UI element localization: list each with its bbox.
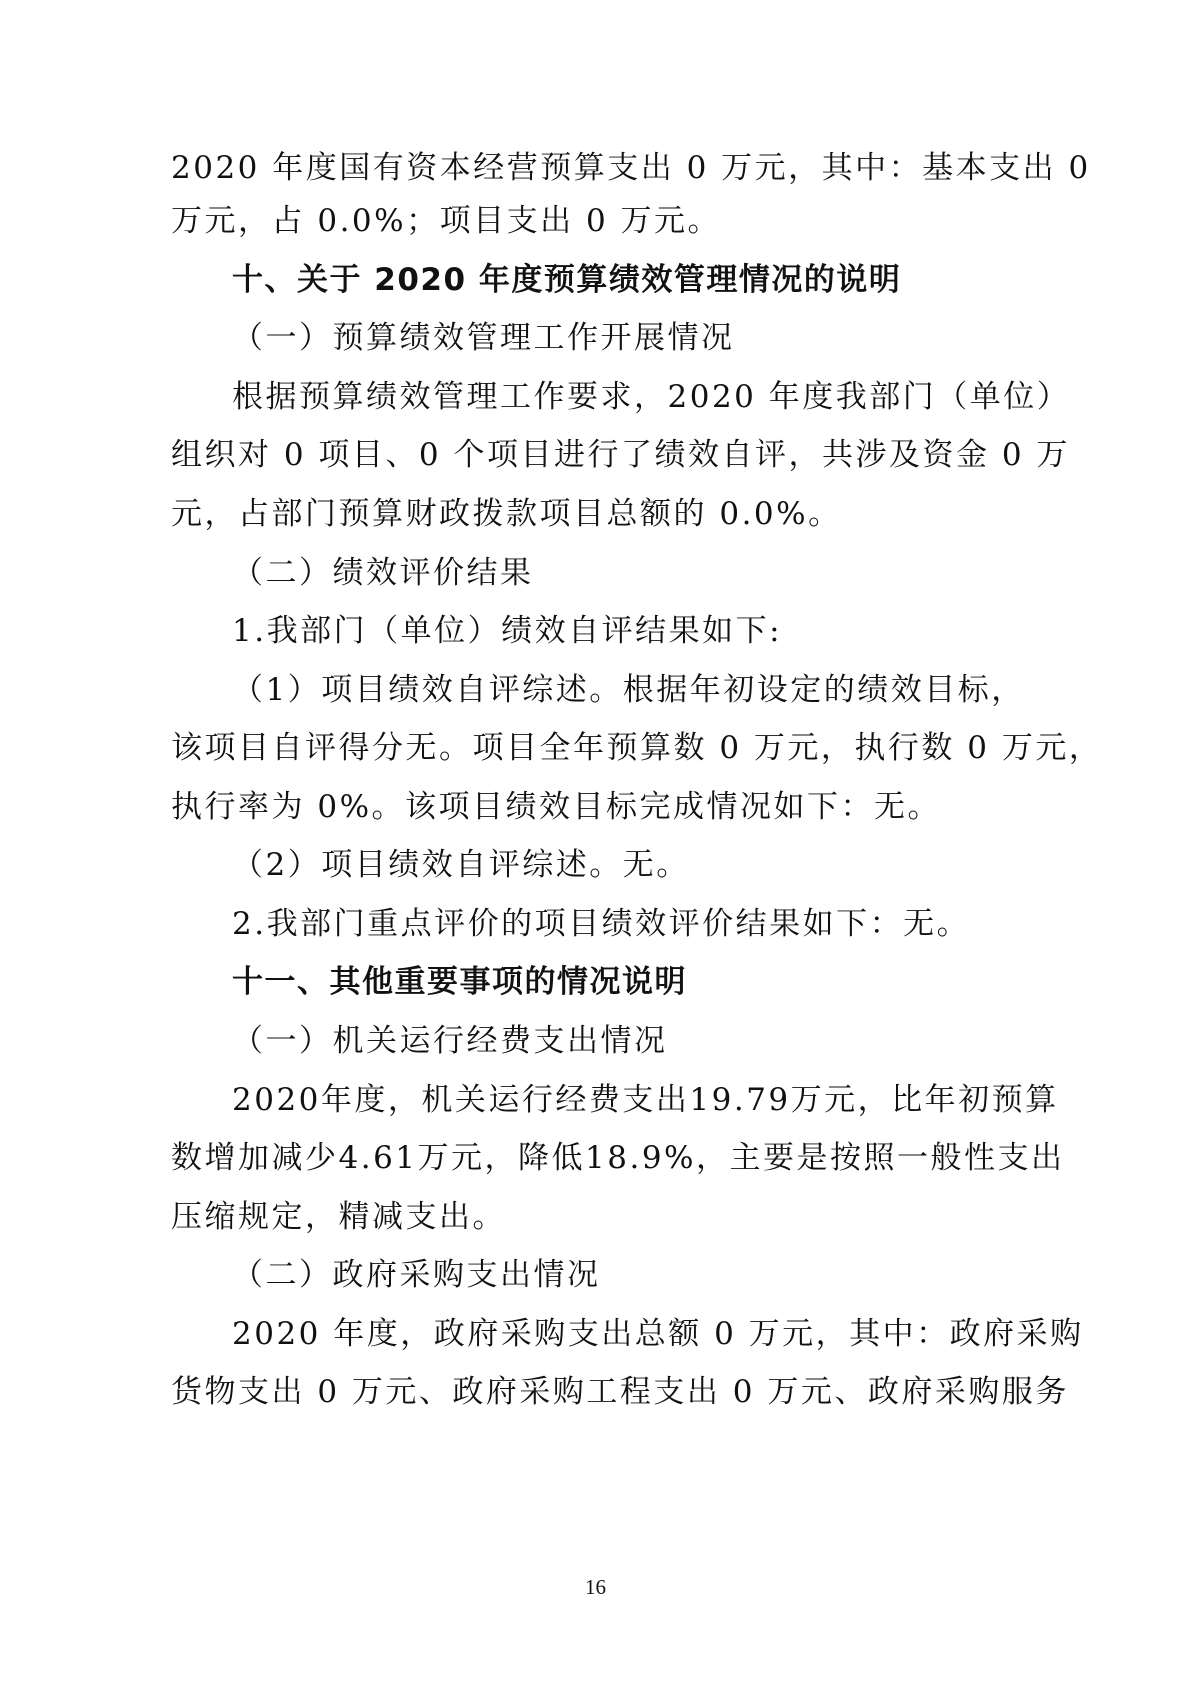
paragraph-line: 元，占部门预算财政拨款项目总额的 0.0%。 (171, 496, 842, 532)
paragraph-line: 1.我部门（单位）绩效自评结果如下: (232, 613, 783, 649)
paragraph-line: 组织对 0 项目、0 个项目进行了绩效自评，共涉及资金 0 万 (171, 437, 1070, 473)
paragraph-line: （1）项目绩效自评综述。根据年初设定的绩效目标， (232, 672, 1025, 708)
paragraph-line: 2020 年度，政府采购支出总额 0 万元，其中：政府采购 (232, 1316, 1084, 1352)
paragraph-line: 2020 年度国有资本经营预算支出 0 万元，其中：基本支出 0 (171, 150, 1091, 186)
subsection-heading: （一）机关运行经费支出情况 (232, 1023, 668, 1059)
subsection-heading: （二）政府采购支出情况 (232, 1257, 601, 1293)
paragraph-line: 2020年度，机关运行经费支出19.79万元，比年初预算 (232, 1082, 1059, 1118)
paragraph-line: 压缩规定，精减支出。 (171, 1199, 506, 1235)
subsection-heading: （一）预算绩效管理工作开展情况 (232, 320, 735, 356)
section-heading: 十、关于 2020 年度预算绩效管理情况的说明 (232, 262, 902, 298)
paragraph-line: （2）项目绩效自评综述。无。 (232, 847, 690, 883)
paragraph-line: 执行率为 0%。该项目绩效目标完成情况如下：无。 (171, 789, 942, 825)
paragraph-line: 该项目自评得分无。项目全年预算数 0 万元，执行数 0 万元， (171, 730, 1103, 766)
paragraph-line: 货物支出 0 万元、政府采购工程支出 0 万元、政府采购服务 (171, 1374, 1069, 1410)
paragraph-line: 数增加减少4.61万元，降低18.9%，主要是按照一般性支出 (171, 1140, 1065, 1176)
paragraph-line: 万元，占 0.0%；项目支出 0 万元。 (171, 203, 722, 239)
section-heading: 十一、其他重要事项的情况说明 (232, 964, 687, 1000)
page-number: 16 (585, 1575, 606, 1599)
paragraph-line: 2.我部门重点评价的项目绩效评价结果如下：无。 (232, 906, 971, 942)
paragraph-line: 根据预算绩效管理工作要求，2020 年度我部门（单位） (232, 379, 1071, 415)
subsection-heading: （二）绩效评价结果 (232, 555, 534, 591)
